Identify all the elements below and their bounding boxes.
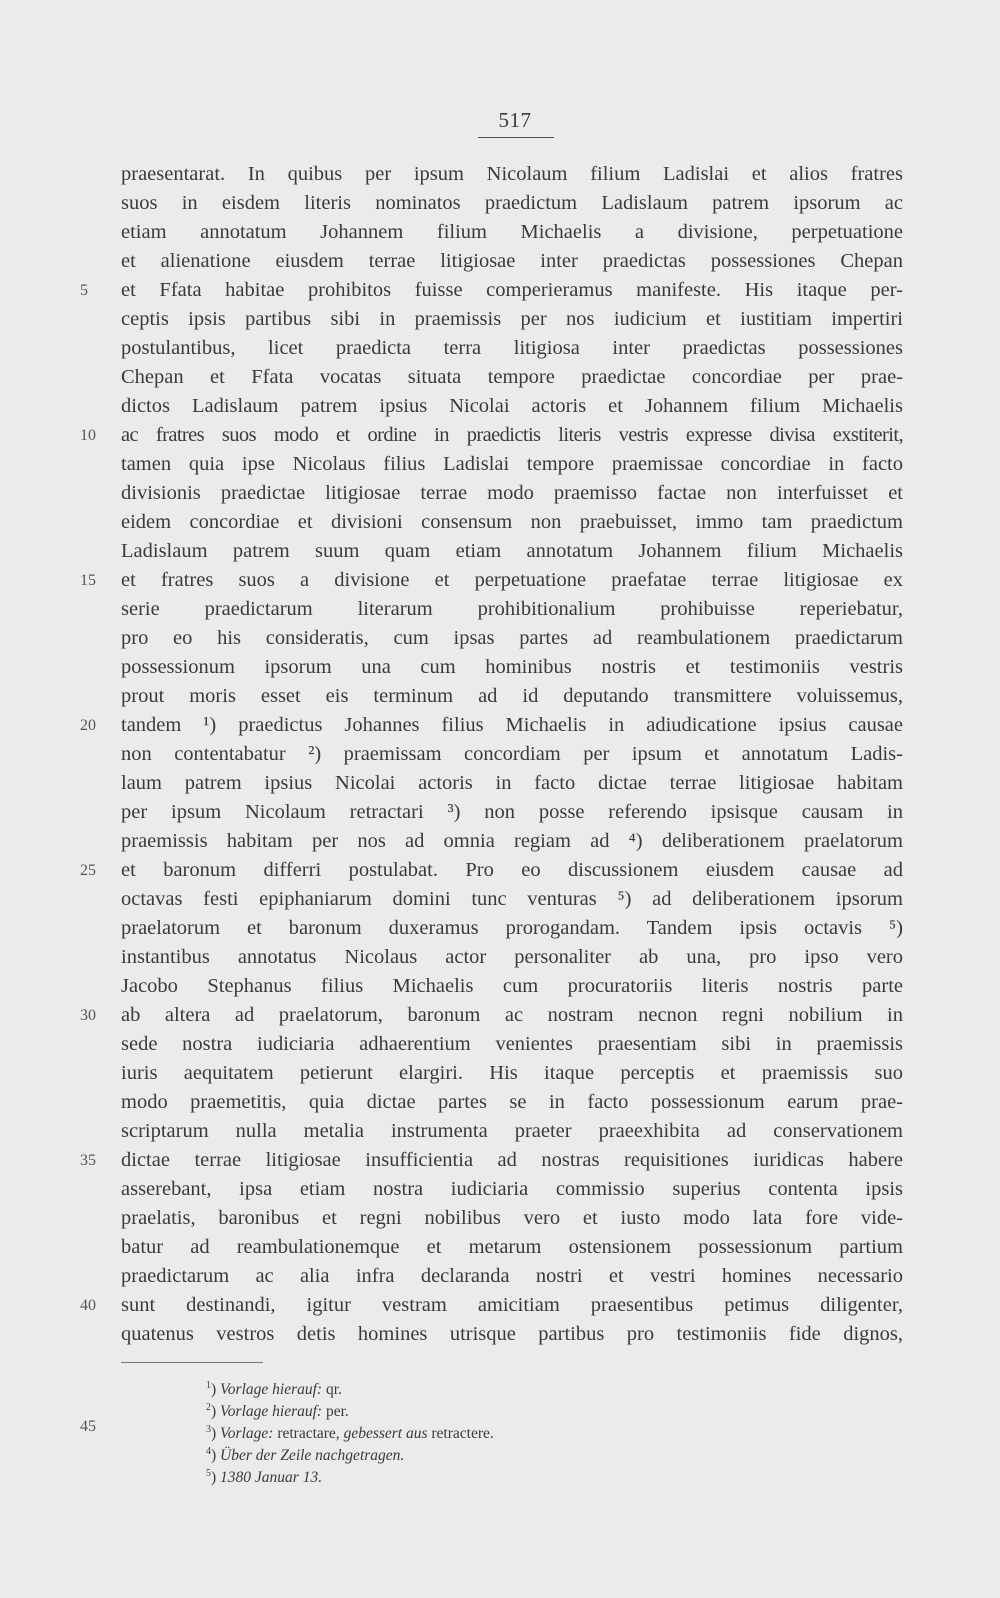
line-number: 25 (80, 862, 96, 879)
footnote-text: per. (322, 1403, 349, 1420)
line-number: 20 (80, 717, 96, 734)
text-line: laum patrem ipsius Nicolai actoris in facto dictae terrae litigiosae habitam (121, 772, 903, 794)
text-line: batur ad reambulationemque et metarum ostensionem possessionum partium (121, 1236, 903, 1258)
footnote-rule (121, 1362, 263, 1363)
text-line: sunt destinandi, igitur vestram amicitiam praesentibus petimus diligenter, (121, 1294, 903, 1316)
line-number: 40 (80, 1297, 96, 1314)
text-line: sede nostra iudiciaria adhaerentium venientes praesentiam sibi in praemissis (121, 1033, 903, 1055)
text-line: tandem ¹) praedictus Johannes filius Michaelis in adiudicatione ipsius causae (121, 714, 903, 736)
footnote: $^5$) 1380 Januar 13. (206, 1468, 323, 1486)
footnote-mark: 2 (206, 1402, 211, 1413)
text-line: scriptarum nulla metalia instrumenta praeter praeexhibita ad conservationem (121, 1120, 903, 1142)
text-line: ceptis ipsis partibus sibi in praemissis per nos iudicium et iustitiam impertiri (121, 308, 903, 330)
text-line: asserebant, ipsa etiam nostra iudiciaria commissio superius contenta ipsis (121, 1178, 903, 1200)
footnote-mark: 5 (206, 1468, 211, 1479)
footnote-italic: Vorlage: (220, 1425, 274, 1442)
text-line: et Ffata habitae prohibitos fuisse comperieramus manifeste. His itaque per- (121, 279, 903, 301)
footnote-italic: Vorlage hierauf: (220, 1381, 323, 1398)
text-line: instantibus annotatus Nicolaus actor personaliter ab una, pro ipso vero (121, 946, 903, 968)
line-number: 35 (80, 1152, 96, 1169)
text-line: Ladislaum patrem suum quam etiam annotatum Johannem filium Michaelis (121, 540, 903, 562)
line-number: 30 (80, 1007, 96, 1024)
footnote: $^3$) Vorlage: retractare, gebessert aus retractere. (206, 1424, 494, 1442)
text-line: praedictarum ac alia infra declaranda nostri et vestri homines necessario (121, 1265, 903, 1287)
text-line: iuris aequitatem petierunt elargiri. His itaque perceptis et praemissis suo (121, 1062, 903, 1084)
footnote-italic: Vorlage hierauf: (220, 1403, 323, 1420)
text-line: praelatorum et baronum duxeramus prorogandam. Tandem ipsis octavis ⁵) (121, 917, 903, 939)
text-line: dictos Ladislaum patrem ipsius Nicolai actoris et Johannem filium Michaelis (121, 395, 903, 417)
text-line: et fratres suos a divisione et perpetuatione praefatae terrae litigiosae ex (121, 569, 903, 591)
text-line: divisionis praedictae litigiosae terrae modo praemisso factae non interfuisset et (121, 482, 903, 504)
text-line: ac fratres suos modo et ordine in praedictis literis vestris expresse divisa exstiterit, (121, 424, 903, 446)
footnote-mark: 3 (206, 1424, 211, 1435)
footnote-italic: gebessert aus (343, 1425, 428, 1442)
text-line: etiam annotatum Johannem filium Michaelis a divisione, perpetuatione (121, 221, 903, 243)
footnote-italic: Über der Zeile nachgetragen. (220, 1447, 405, 1464)
text-line: non contentabatur ²) praemissam concordiam per ipsum et annotatum Ladis- (121, 743, 903, 765)
text-line: modo praemetitis, quia dictae partes se in facto possessionum earum prae- (121, 1091, 903, 1113)
footnote: $^1$) Vorlage hierauf: qr. (206, 1380, 342, 1398)
text-line: suos in eisdem literis nominatos praedictum Ladislaum patrem ipsorum ac (121, 192, 903, 214)
line-number: 10 (80, 427, 96, 444)
text-line: quatenus vestros detis homines utrisque partibus pro testimoniis fide dignos, (121, 1323, 903, 1345)
line-number: 5 (80, 282, 88, 299)
footnote-mark: 4 (206, 1446, 211, 1457)
text-line: praesentarat. In quibus per ipsum Nicolaum filium Ladislai et alios fratres (121, 163, 903, 185)
footnote-italic: 1380 Januar 13. (220, 1469, 323, 1486)
text-line: Jacobo Stephanus filius Michaelis cum procuratoriis literis nostris parte (121, 975, 903, 997)
text-line: Chepan et Ffata vocatas situata tempore praedictae concordiae per prae- (121, 366, 903, 388)
text-line: praemissis habitam per nos ad omnia regiam ad ⁴) deliberationem praelatorum (121, 830, 903, 852)
text-line: prout moris esset eis terminum ad id deputando transmittere voluissemus, (121, 685, 903, 707)
footnote-text: qr. (322, 1381, 342, 1398)
footnote-mark: 1 (206, 1380, 211, 1391)
text-line: eidem concordiae et divisioni consensum non praebuisset, immo tam praedictum (121, 511, 903, 533)
text-line: postulantibus, licet praedicta terra litigiosa inter praedictas possessiones (121, 337, 903, 359)
page-number: 517 (498, 108, 532, 132)
text-line: et baronum differri postulabat. Pro eo discussionem eiusdem causae ad (121, 859, 903, 881)
text-line: possessionum ipsorum una cum hominibus nostris et testimoniis vestris (121, 656, 903, 678)
page-number-rule (478, 137, 554, 138)
text-line: et alienatione eiusdem terrae litigiosae inter praedictas possessiones Chepan (121, 250, 903, 272)
text-line: dictae terrae litigiosae insufficientia ad nostras requisitiones iuridicas habere (121, 1149, 903, 1171)
line-number: 15 (80, 572, 96, 589)
text-line: octavas festi epiphaniarum domini tunc venturas ⁵) ad deliberationem ipsorum (121, 888, 903, 910)
footnote: $^2$) Vorlage hierauf: per. (206, 1402, 349, 1420)
text-line: praelatis, baronibus et regni nobilibus vero et iusto modo lata fore vide- (121, 1207, 903, 1229)
text-line: per ipsum Nicolaum retractari ³) non posse referendo ipsisque causam in (121, 801, 903, 823)
footnote: $^4$) Über der Zeile nachgetragen. (206, 1446, 405, 1464)
footnote-text: retractere. (427, 1425, 494, 1442)
line-number: 45 (80, 1418, 96, 1435)
text-line: serie praedictarum literarum prohibitionalium prohibuisse reperiebatur, (121, 598, 903, 620)
text-line: pro eo his consideratis, cum ipsas partes ad reambulationem praedictarum (121, 627, 903, 649)
footnote-text: retractare, (273, 1425, 344, 1442)
text-line: tamen quia ipse Nicolaus filius Ladislai tempore praemissae concordiae in facto (121, 453, 903, 475)
text-line: ab altera ad praelatorum, baronum ac nostram necnon regni nobilium in (121, 1004, 903, 1026)
